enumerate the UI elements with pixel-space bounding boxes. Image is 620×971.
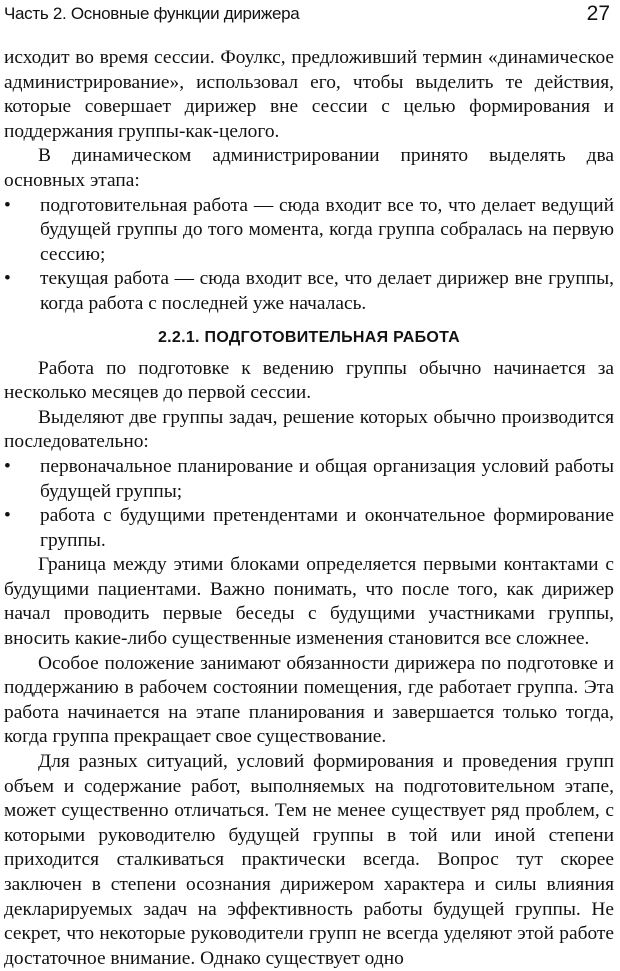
bullet-icon: •: [4, 268, 11, 290]
list-item-text: текущая работа — сюда входит все, что делает дирижер вне группы, когда работа с последней уже началась.: [40, 268, 614, 314]
paragraph-6: Особое положение занимают обязанности дирижера по подготовке и поддержанию в рабочем состоянии помещения, где работает группа. Эта работа начинается на этапе планирования и завершается только тогда, когда группа прекращает свое существование.: [4, 652, 614, 748]
paragraph-5: Граница между этими блоками определяется первыми контактами с будущими пациентами. Важно понимать, что после того, как дирижер начал проводить первые беседы с будущими участниками группы, вносить какие-либо существенные изменения становится все сложнее.: [4, 554, 614, 650]
tasks-list: [4, 455, 614, 553]
bullet-icon: •: [4, 455, 11, 477]
list-item: [4, 267, 614, 316]
paragraph-2: В динамическом администрировании принято выделять два основных этапа:: [4, 145, 614, 191]
page-number: 27: [586, 2, 610, 25]
body-text: [4, 46, 614, 971]
bullet-icon: •: [4, 505, 11, 527]
list-item-text: подготовительная работа — сюда входит все то, что делает ведущий будущей группы до того момента, когда группа собралась на первую сессию;: [40, 194, 614, 265]
list-item: [4, 455, 614, 504]
list-item-text: работа с будущими претендентами и окончательное формирование группы.: [40, 505, 614, 551]
paragraph-4: Выделяют две группы задач, решение которых обычно производится последовательно:: [4, 406, 614, 453]
list-item-text: первоначальное планирование и общая организация условий работы будущей группы;: [40, 455, 614, 502]
section-heading: 2.2.1. ПОДГОТОВИТЕЛЬНАЯ РАБОТА: [157, 328, 461, 346]
paragraph-3: Работа по подготовке к ведению группы обычно начинается за несколько месяцев до первой сессии.: [4, 357, 614, 404]
list-item: [4, 194, 614, 268]
stages-list: [4, 194, 614, 317]
paragraph-7: Для разных ситуаций, условий формирования и проведения групп объем и содержание работ, выполняемых на подготовительном этапе, может существенно отличаться. Тем не менее существует ряд проблем, с которыми руководителю будущей группы в той или иной степени приходится сталкиваться практически всегда. Вопрос тут скорее заключен в степени осознания дирижером характера и силы влияния декларируемых задач на эффективность работы будущей группы. Не секрет, что некоторые руководители групп не всегда уделяют этой работе достаточное внимание. Однако существует одно: [4, 751, 614, 969]
list-item: [4, 504, 614, 553]
paragraph-1: исходит во время сессии. Фоулкс, предложивший термин «динамическое администрирование», использовал его, чтобы выделить те действия, которые совершает дирижер вне сессии с целью формирования и поддержания группы-как-целого.: [4, 47, 614, 142]
bullet-icon: •: [4, 194, 11, 216]
page-header: [4, 0, 614, 34]
running-head: Часть 2. Основные функции дирижера: [4, 4, 300, 23]
